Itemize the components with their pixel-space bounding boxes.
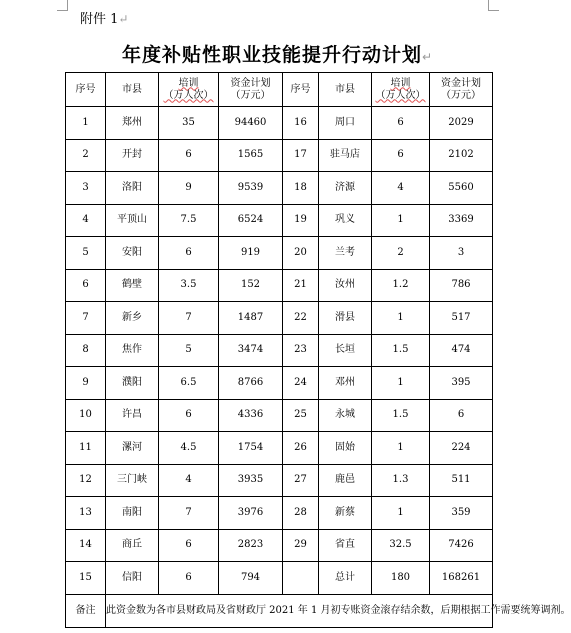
cell-funds: 6 [430,399,493,432]
cell-funds: 152 [219,269,283,302]
cell-training: 2 [372,237,430,270]
table-header-row [66,73,493,107]
cell-funds: 2029 [430,107,493,140]
cell-city: 漯河 [106,432,159,465]
cell-training: 6 [372,107,430,140]
table-row [66,497,493,530]
cell-city: 新乡 [106,302,159,335]
cell-training: 1 [372,204,430,237]
cell-seq: 16 [283,107,319,140]
cell-funds: 794 [219,562,283,595]
crop-mark-top-right [488,0,499,11]
cell-funds: 919 [219,237,283,270]
cell-funds: 7426 [430,529,493,562]
cell-city: 焦作 [106,334,159,367]
cell-seq: 17 [283,139,319,172]
cell-seq: 18 [283,172,319,205]
cell-training: 4 [372,172,430,205]
cell-city: 驻马店 [319,139,372,172]
paragraph-mark-icon: ↵ [421,50,434,64]
cell-funds: 5560 [430,172,493,205]
table-row [66,139,493,172]
cell-funds: 94460 [219,107,283,140]
attachment-label [80,8,128,27]
cell-training: 6 [159,562,219,595]
cell-training: 6 [159,139,219,172]
cell-funds: 786 [430,269,493,302]
cell-city: 郑州 [106,107,159,140]
cell-training: 1 [372,432,430,465]
table-row [66,172,493,205]
header-city: 市县 [106,73,159,107]
cell-city: 巩义 [319,204,372,237]
table-row [66,399,493,432]
cell-funds: 1487 [219,302,283,335]
header-training-right [372,73,430,107]
cell-training: 5 [159,334,219,367]
header-training-line1: 培训 [390,77,411,89]
cell-seq: 4 [66,204,106,237]
cell-city: 滑县 [319,302,372,335]
cell-training: 4 [159,464,219,497]
cell-funds: 2102 [430,139,493,172]
cell-funds: 224 [430,432,493,465]
cell-training: 180 [372,562,430,595]
header-training-line1: 培训 [178,77,199,89]
table-row [66,562,493,595]
cell-training: 1.5 [372,334,430,367]
crop-mark-top-left [57,0,68,11]
cell-funds: 3369 [430,204,493,237]
cell-seq: 28 [283,497,319,530]
cell-seq: 11 [66,432,106,465]
paragraph-mark-icon: ↵ [118,12,129,26]
cell-funds: 1754 [219,432,283,465]
cell-city: 安阳 [106,237,159,270]
page-title [0,40,555,67]
cell-training: 1.2 [372,269,430,302]
table-row [66,464,493,497]
cell-training: 9 [159,172,219,205]
cell-city: 许昌 [106,399,159,432]
cell-training: 7.5 [159,204,219,237]
cell-seq: 13 [66,497,106,530]
cell-training: 3.5 [159,269,219,302]
cell-seq: 12 [66,464,106,497]
cell-funds: 2823 [219,529,283,562]
cell-city: 长垣 [319,334,372,367]
cell-training: 32.5 [372,529,430,562]
note-row [66,594,493,627]
cell-training: 6 [159,529,219,562]
cell-training: 6.5 [159,367,219,400]
cell-funds: 1565 [219,139,283,172]
cell-seq: 8 [66,334,106,367]
cell-seq: 24 [283,367,319,400]
cell-city: 三门峡 [106,464,159,497]
table-row [66,432,493,465]
cell-city: 固始 [319,432,372,465]
cell-seq: 9 [66,367,106,400]
cell-city: 总计 [319,562,372,595]
cell-city: 鹤壁 [106,269,159,302]
table-row [66,107,493,140]
cell-seq: 20 [283,237,319,270]
cell-funds: 3 [430,237,493,270]
cell-training: 1 [372,497,430,530]
cell-city: 商丘 [106,529,159,562]
cell-city: 省直 [319,529,372,562]
cell-city: 永城 [319,399,372,432]
cell-funds: 8766 [219,367,283,400]
cell-city: 周口 [319,107,372,140]
cell-funds: 6524 [219,204,283,237]
cell-funds: 359 [430,497,493,530]
cell-seq: 29 [283,529,319,562]
cell-seq: 10 [66,399,106,432]
cell-seq: 2 [66,139,106,172]
cell-training: 7 [159,302,219,335]
cell-funds: 4336 [219,399,283,432]
cell-city: 鹿邑 [319,464,372,497]
cell-seq: 3 [66,172,106,205]
cell-training: 35 [159,107,219,140]
table-row [66,334,493,367]
attachment-label-text: 附件 1 [80,12,119,27]
cell-seq: 27 [283,464,319,497]
cell-funds: 511 [430,464,493,497]
cell-training: 1.5 [372,399,430,432]
header-city-right: 市县 [319,73,372,107]
table-row [66,529,493,562]
cell-seq: 21 [283,269,319,302]
cell-city: 南阳 [106,497,159,530]
cell-funds: 168261 [430,562,493,595]
header-funds-line2: （万元） [230,89,271,101]
table-row [66,237,493,270]
funding-table [65,72,571,628]
header-funds-line1: 资金计划 [441,77,481,89]
cell-seq: 1 [66,107,106,140]
table-row [66,269,493,302]
cell-seq: 15 [66,562,106,595]
cell-seq: 19 [283,204,319,237]
note-text: 此资金数为各市县财政局及省财政厅 2021 年 1 月初专账资金滚存结余数，后期根据工作需要统筹调剂。 [106,594,493,627]
cell-city: 洛阳 [106,172,159,205]
cell-funds: 3474 [219,334,283,367]
cell-training: 4.5 [159,432,219,465]
header-funds-right [430,73,493,107]
cell-city: 汝州 [319,269,372,302]
cell-funds: 517 [430,302,493,335]
table-row [66,302,493,335]
cell-city: 兰考 [319,237,372,270]
header-training-line2: （万人次） [375,89,426,101]
cell-funds: 3976 [219,497,283,530]
cell-seq: 6 [66,269,106,302]
table-row [66,367,493,400]
cell-seq [283,562,319,595]
header-funds-line1: 资金计划 [230,77,271,89]
cell-seq: 5 [66,237,106,270]
cell-city: 平顶山 [106,204,159,237]
cell-seq: 25 [283,399,319,432]
header-funds [219,73,283,107]
table-row [66,204,493,237]
cell-training: 6 [159,399,219,432]
page-title-text: 年度补贴性职业技能提升行动计划 [121,44,422,66]
cell-seq: 22 [283,302,319,335]
cell-training: 1 [372,367,430,400]
cell-city: 濮阳 [106,367,159,400]
header-seq: 序号 [66,73,106,107]
cell-seq: 14 [66,529,106,562]
cell-training: 1 [372,302,430,335]
cell-seq: 26 [283,432,319,465]
cell-city: 邓州 [319,367,372,400]
cell-training: 1.3 [372,464,430,497]
cell-funds: 9539 [219,172,283,205]
header-training [159,73,219,107]
cell-seq: 7 [66,302,106,335]
cell-city: 开封 [106,139,159,172]
cell-training: 7 [159,497,219,530]
header-training-line2: （万人次） [163,89,214,101]
note-label: 备注 [66,594,106,627]
cell-city: 新蔡 [319,497,372,530]
header-seq-right: 序号 [283,73,319,107]
cell-training: 6 [159,237,219,270]
cell-funds: 474 [430,334,493,367]
cell-city: 济源 [319,172,372,205]
header-funds-line2: （万元） [441,89,481,101]
cell-city: 信阳 [106,562,159,595]
cell-funds: 3935 [219,464,283,497]
cell-training: 6 [372,139,430,172]
cell-funds: 395 [430,367,493,400]
cell-seq: 23 [283,334,319,367]
